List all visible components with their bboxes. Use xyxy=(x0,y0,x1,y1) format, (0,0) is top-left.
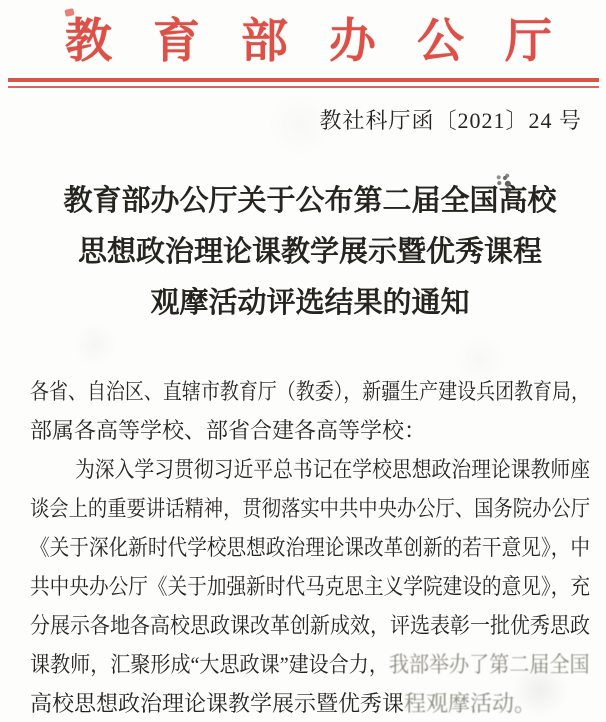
paragraph-line-7-text: 高校思想政治理论课教学展示暨优秀课 xyxy=(30,691,405,716)
document-title xyxy=(30,176,590,329)
paragraph-line-4-text: 共中央办公厅《关于加强新时代马克思主义学院建设的意见》，充 xyxy=(30,574,591,599)
paragraph-line-2 xyxy=(30,489,590,528)
document-number xyxy=(30,106,582,136)
title-line-1 xyxy=(30,176,590,227)
paragraph-line-1 xyxy=(30,450,590,489)
letterhead-divider-thin-line xyxy=(8,86,599,88)
paragraph-line-6 xyxy=(30,645,590,684)
paragraph-line-2-text: 谈会上的重要讲话精神，贯彻落实中共中央办公厅、国务院办公厅 xyxy=(30,496,591,521)
paragraph-line-1-text: 为深入学习贯彻习近平总书记在学校思想政治理论课教师座 xyxy=(75,457,591,482)
agency-name: 教育部办公厅 xyxy=(65,16,593,68)
document-number-text: 教社科厅函〔2021〕24 号 xyxy=(319,108,582,133)
paragraph-line-5 xyxy=(30,606,590,645)
paragraph-line-7 xyxy=(30,684,590,722)
paragraph-line-3-text: 《关于深化新时代学校思想政治理论课改革创新的若干意见》，中 xyxy=(30,535,591,560)
document-body xyxy=(30,372,590,722)
paragraph-line-4 xyxy=(30,567,590,606)
title-line-2 xyxy=(30,227,590,278)
paragraph-line-7-faded-text: 程观摩活动。 xyxy=(404,691,537,716)
title-line-1-text: 教育部办公厅关于公布第二届全国高校 xyxy=(63,185,557,217)
salutation-line-2 xyxy=(30,411,590,450)
salutation-line-1-text: 各省、自治区、直辖市教育厅（教委），新疆生产建设兵团教育局， xyxy=(30,379,591,404)
salutation-line-2-text: 部属各高等学校、部省合建各高等学校： xyxy=(30,418,427,443)
paragraph-line-6-text: 课教师，汇聚形成“大思政课”建设合力， xyxy=(30,652,389,677)
title-line-2-text: 思想政治理论课教学展示暨优秀课程 xyxy=(77,236,542,268)
salutation-line-1 xyxy=(30,372,590,411)
title-line-3-text: 观摩活动评选结果的通知 xyxy=(150,287,470,319)
paragraph-line-6-faded-text: 我部举办了第二届全国 xyxy=(388,652,590,677)
paragraph-line-5-text: 分展示各地各高校思政课改革创新成效，评选表彰一批优秀思政 xyxy=(30,613,591,638)
title-line-3 xyxy=(30,278,590,329)
letterhead-divider xyxy=(8,78,599,88)
paragraph-line-3 xyxy=(30,528,590,567)
